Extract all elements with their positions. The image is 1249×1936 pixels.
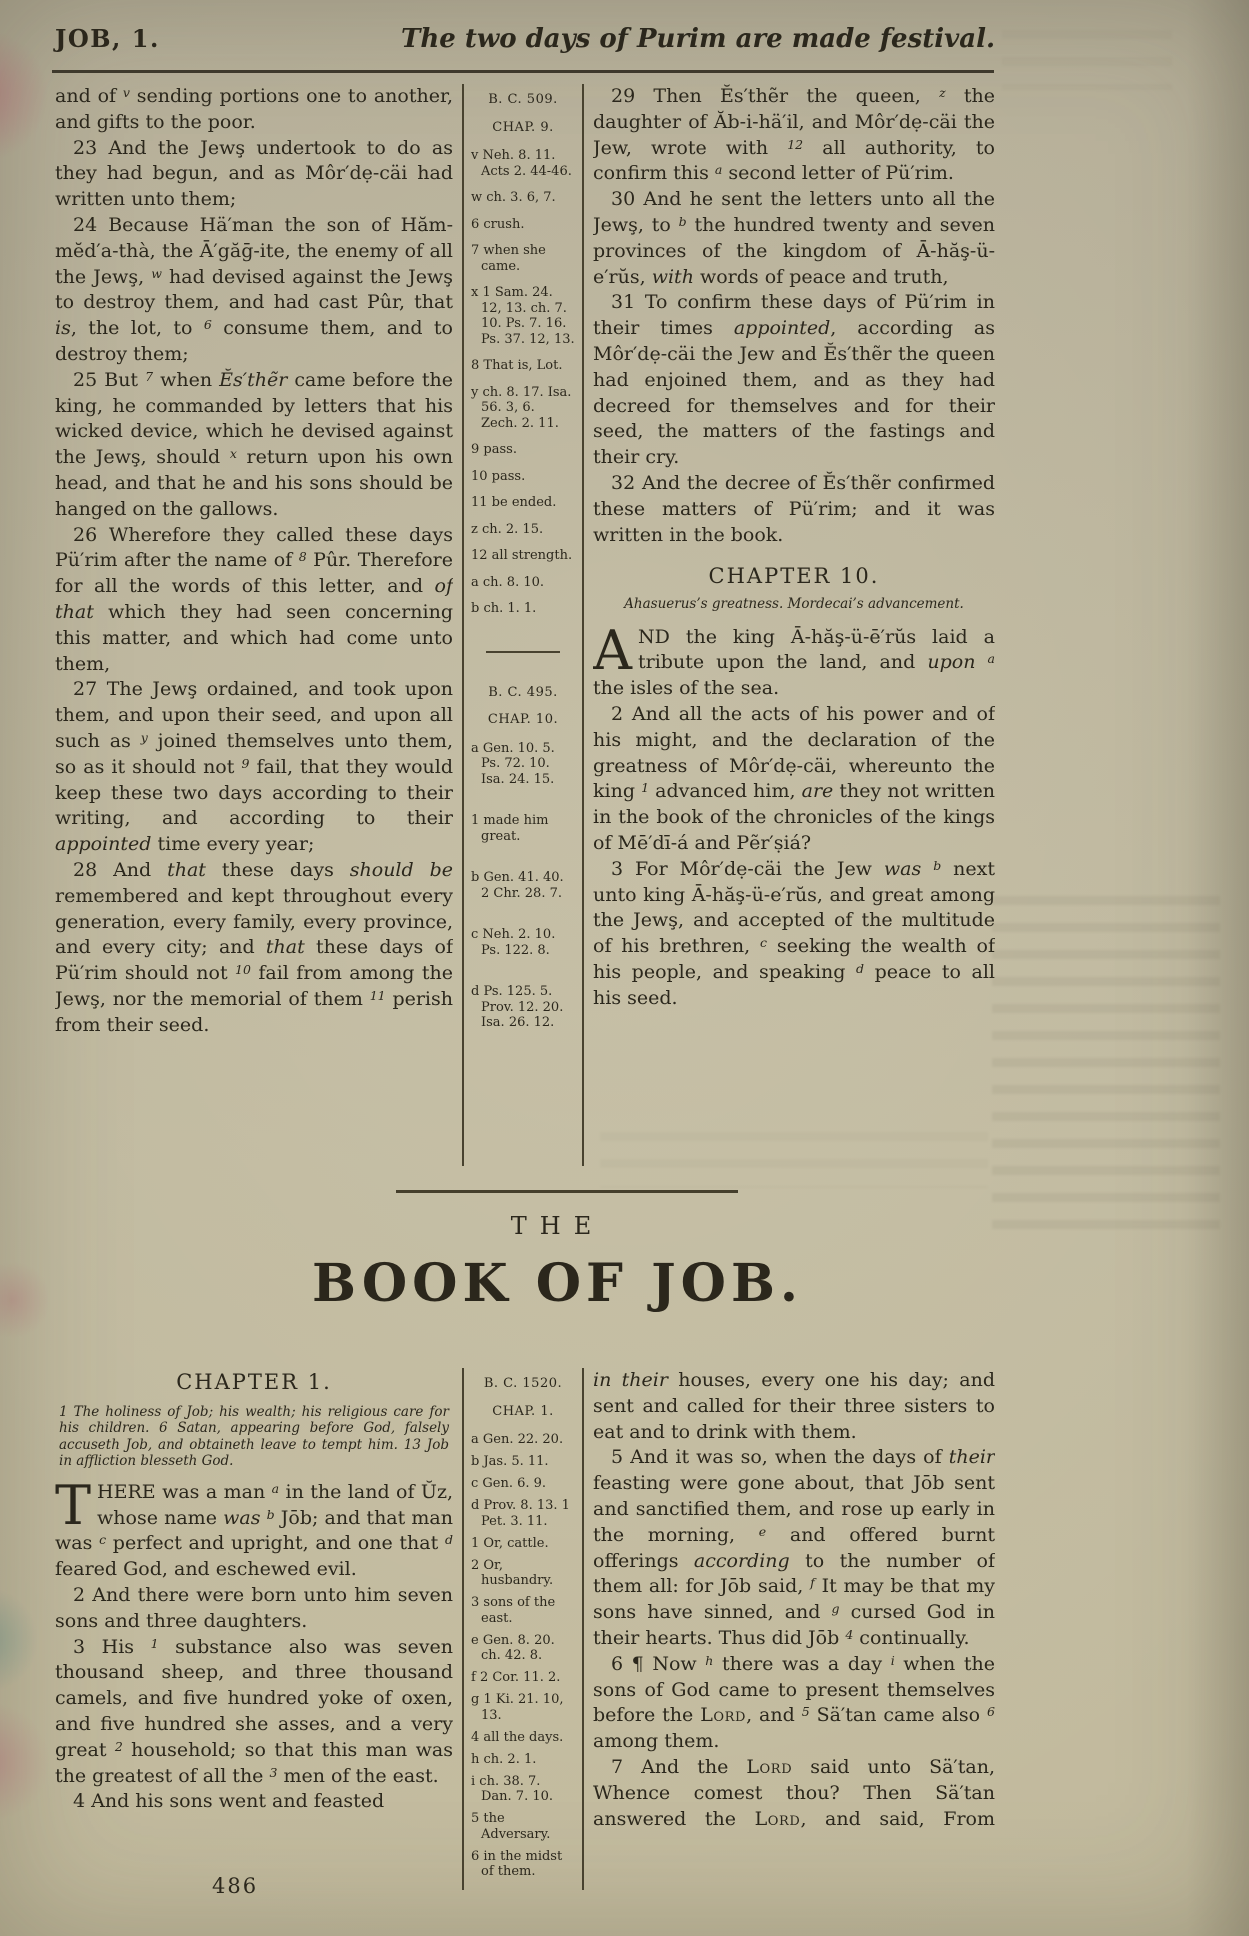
verse: [593, 1445, 995, 1651]
esther-right-verses: [593, 84, 995, 548]
verse: [593, 1368, 995, 1445]
text-segment: fail from among the Jewş, nor the memorial of them: [55, 962, 453, 1010]
chapter-10-verses: [593, 618, 995, 1012]
text-segment: the isles of the sea.: [593, 677, 780, 700]
text-segment: 24 Because Hä′man the son of Hăm-mĕd′a-thà, the Ā′găḡ-ite, the enemy of all the Jewş,: [55, 213, 453, 288]
ref-entry: g 1 Ki. 21. 10, 13.: [471, 1692, 564, 1723]
text-segment: these days of Pü′rim should not: [55, 936, 453, 985]
text-segment: h: [705, 1652, 714, 1668]
text-segment: household; so that this man was the greatest of all the: [55, 1738, 453, 1787]
text-segment: second letter of Pü′rim.: [722, 162, 954, 185]
text-segment: Lord: [754, 1807, 801, 1830]
text-segment: fail, that they would keep these two days according to their writing, and according to their: [55, 755, 453, 830]
ref-entry: c Gen. 6. 9.: [471, 1476, 547, 1491]
bleedthrough-text-artifact: [1002, 30, 1172, 90]
verse: [593, 1652, 995, 1755]
text-segment: Jōb; and that man was: [55, 1506, 453, 1555]
text-segment: which they had seen concerning this matter, and which had come unto them,: [55, 600, 453, 675]
text-segment: houses, every one his day; and sent and called for their three sisters to eat and to drink with them.: [593, 1369, 995, 1443]
verse: [593, 1755, 995, 1832]
text-segment: 23 And the Jewş undertook to do as they had begun, and as Môr′dẹ-cäi had written unto them;: [55, 136, 453, 211]
text-segment: 5 And it was so, when the days of: [611, 1446, 949, 1469]
ref-entry: 2 Or, husbandry.: [471, 1557, 554, 1588]
text-segment: 8: [298, 549, 307, 565]
text-segment: advanced him,: [649, 780, 802, 803]
text-segment: should be: [349, 858, 453, 881]
text-segment: came before the king, he commanded by letters that his wicked device, which he devised against the Jewş, should: [55, 368, 453, 469]
verse: [55, 1789, 453, 1815]
text-segment: b: [266, 1506, 275, 1522]
text-segment: A: [593, 618, 632, 682]
text-segment: Lord: [700, 1704, 747, 1727]
text-segment: 5: [801, 1704, 810, 1720]
text-segment: , and said, From: [800, 1807, 995, 1830]
refs-divider-rule: [486, 651, 561, 653]
text-segment: remembered and kept throughout every generation, every family, every province, and every city; and: [55, 884, 453, 959]
text-segment: 11: [369, 987, 386, 1003]
text-segment: the hundred twenty and seven provinces of the kingdom of Ā-hăş-ü-e′rŭs,: [593, 213, 995, 288]
text-segment: x: [229, 446, 237, 462]
text-segment: , and: [746, 1704, 802, 1727]
ref-entry: 10 pass.: [471, 468, 526, 484]
chapter-1-heading: CHAPTER 1.: [176, 1370, 332, 1394]
text-segment: 1: [641, 780, 650, 796]
text-segment: seeking the wealth of his people, and speaking: [593, 935, 995, 983]
ref-entry: b Gen. 41. 40. 2 Chr. 28. 7.: [471, 870, 564, 901]
text-segment: 7 And the: [611, 1755, 747, 1778]
ref-entry: b Jas. 5. 11.: [471, 1454, 549, 1469]
text-segment: f: [810, 1575, 815, 1591]
text-segment: 30 And he sent the letters unto all the Jewş, to: [593, 188, 995, 236]
text-segment: feared God, and eschewed evil.: [55, 1558, 357, 1581]
ref-entry: 8 That is, Lot.: [471, 358, 563, 373]
text-segment: 27 The Jewş ordained, and took upon them, and upon their seed, and upon all such as: [55, 678, 453, 752]
text-segment: 3: [269, 1764, 278, 1780]
verse: [55, 677, 453, 858]
text-segment: HERE was a man: [97, 1480, 272, 1503]
text-segment: v: [122, 85, 130, 100]
text-segment: 6: [987, 1704, 995, 1720]
text-segment: [921, 858, 933, 880]
text-segment: 26 Wherefore they called these days Pü′rim after the name of: [55, 523, 453, 572]
text-segment: cursed God in their hearts. Thus did Jōb: [593, 1601, 995, 1649]
refs-chap10: [471, 685, 575, 1031]
verse: [55, 1635, 453, 1790]
book-title: BOOK OF JOB.: [311, 1253, 804, 1314]
text-segment: c: [760, 935, 768, 951]
ref-entry: 3 sons of the east.: [471, 1595, 556, 1626]
text-segment: and offered burnt offerings: [593, 1523, 995, 1572]
ref-entry: x 1 Sam. 24. 12, 13. ch. 7. 10. Ps. 7. 16. Ps. 37. 12, 13.: [471, 285, 575, 347]
text-segment: Ĕs′thẽr: [219, 368, 288, 391]
text-segment: of that: [55, 575, 453, 623]
verse: [55, 858, 453, 1039]
text-segment: in the land of Ŭz, whose name: [97, 1480, 453, 1529]
ref-entry: 12 all strength.: [471, 548, 573, 563]
ref-entry: a ch. 8. 10.: [471, 574, 545, 590]
ref-entry: 4 all the days.: [471, 1729, 564, 1745]
text-segment: 4 And his sons went and feasted: [73, 1790, 385, 1813]
text-segment: when: [153, 368, 220, 391]
ref-entry: a Gen. 10. 5. Ps. 72. 10. Isa. 24. 15.: [471, 740, 555, 787]
text-segment: perish from their seed.: [55, 987, 453, 1036]
text-segment: joined themselves unto them, so as it should not: [55, 729, 453, 778]
text-segment: feasting were gone about, that Jōb sent and sanctified them, and rose up early in the morning,: [593, 1472, 995, 1546]
chap-label: CHAP. 10.: [487, 712, 559, 727]
running-head-book: JOB, 1.: [55, 24, 160, 53]
text-segment: c: [99, 1532, 107, 1548]
text-segment: among them.: [593, 1730, 720, 1753]
ref-entry: 5 the Adversary.: [471, 1811, 551, 1842]
text-segment: 2: [114, 1738, 123, 1754]
text-segment: there was a day: [713, 1652, 891, 1675]
text-segment: a: [271, 1480, 280, 1496]
text-segment: their: [948, 1446, 995, 1469]
reference-column-top: [462, 84, 584, 1166]
text-segment: ND the king Ā-hăş-ü-ē′rŭs laid a tribute upon the land, and: [638, 625, 995, 674]
text-segment: consume them, and to destroy them;: [55, 317, 453, 365]
verse: [593, 84, 995, 187]
text-segment: had devised against the Jewş to destroy them, and had cast Pûr, that: [55, 265, 453, 314]
text-segment: 2 And all the acts of his power and of his might, and the declaration of the greatness of Môr′dẹ-cäi, whereunto the king: [593, 703, 995, 803]
ref-entry: d Ps. 125. 5. Prov. 12. 20. Isa. 26. 12.: [471, 984, 564, 1030]
text-segment: appointed: [55, 833, 152, 856]
job-section: [55, 1368, 995, 1890]
bc-date: B. C. 509.: [488, 92, 558, 107]
refs-chap1: [471, 1376, 575, 1880]
job-left-verses: [55, 1473, 453, 1815]
text-segment: these days: [205, 858, 350, 881]
ref-entry: b ch. 1. 1.: [471, 601, 537, 616]
text-segment: , the lot, to: [70, 317, 204, 340]
text-segment: words of peace and truth,: [693, 265, 949, 288]
text-segment: b: [933, 857, 942, 873]
text-segment: in their: [593, 1369, 668, 1391]
header-rule: [52, 70, 994, 73]
ref-entry: 1 made him great.: [471, 813, 549, 844]
text-segment: are: [801, 780, 834, 803]
text-segment: a: [714, 162, 723, 178]
esther-left-column: [55, 84, 453, 1166]
text-segment: to the number of them all: for Jōb said,: [593, 1549, 995, 1598]
verse: [593, 290, 995, 471]
chap-label: CHAP. 9.: [492, 119, 554, 135]
text-segment: continually.: [853, 1626, 970, 1649]
chapter-10-heading: CHAPTER 10.: [708, 564, 880, 589]
text-segment: 32 And the decree of Ĕs′thẽr confirmed these matters of Pü′rim; and it was written in the book.: [593, 471, 995, 546]
ref-entry: 9 pass.: [471, 442, 517, 457]
text-segment: when the sons of God came to present themselves before the: [593, 1652, 995, 1727]
text-segment: 28 And: [73, 858, 168, 881]
text-segment: 6: [203, 317, 212, 333]
text-segment: 10: [235, 962, 251, 978]
ref-entry: c Neh. 2. 10. Ps. 122. 8.: [471, 927, 556, 958]
verse: [593, 187, 995, 290]
running-head-summary: The two days of Purim are made festival.: [400, 24, 995, 54]
text-segment: 3 For Môr′dẹ-cäi the Jew: [611, 857, 884, 880]
bleedthrough-text-artifact: [992, 896, 1220, 1241]
book-title-the: THE: [510, 1212, 605, 1240]
ref-entry: h ch. 2. 1.: [471, 1751, 537, 1767]
text-segment: d: [444, 1532, 453, 1548]
esther-section: [55, 84, 995, 1166]
verse: [55, 1583, 453, 1635]
text-segment: T: [55, 1473, 92, 1537]
text-segment: they not written in the book of the chronicles of the kings of Mē′dī-á and Pẽr′ṣiá?: [593, 780, 995, 855]
verse: [593, 702, 995, 857]
book-title-block: [55, 1212, 1060, 1314]
text-segment: was: [883, 857, 922, 880]
refs-chap9: [471, 92, 575, 617]
text-segment: Sä′tan came also: [809, 1704, 988, 1727]
ref-entry: w ch. 3. 6, 7.: [471, 190, 556, 205]
ref-entry: a Gen. 22. 20.: [471, 1432, 564, 1447]
bc-date: B. C. 495.: [488, 684, 558, 700]
ref-entry-list: [471, 148, 575, 617]
text-segment: perfect and upright, and one that: [106, 1532, 445, 1555]
text-segment: d: [856, 961, 865, 976]
text-segment: Pûr. Therefore for all the words of this letter, and: [55, 549, 453, 598]
ref-entry: 11 be ended.: [471, 495, 557, 510]
text-segment: i: [890, 1652, 895, 1668]
verse: [55, 368, 453, 523]
text-segment: with: [651, 265, 694, 288]
text-segment: according: [693, 1549, 790, 1572]
text-segment: Lord: [746, 1755, 793, 1778]
ref-entry: d Prov. 8. 13. 1 Pet. 3. 11.: [471, 1498, 570, 1529]
verse: [593, 857, 995, 1012]
text-segment: y: [140, 729, 148, 745]
text-segment: 12: [787, 136, 804, 152]
text-segment: e: [758, 1523, 767, 1539]
ref-entry: 7 when she came.: [471, 243, 546, 274]
text-segment: , according as Môr′dẹ-cäi the Jew and Ĕs′thẽr the queen had enjoined them, and as they had decreed for themselves and for their seed, the matters of the fastings and their cry.: [593, 317, 995, 469]
text-segment: was: [223, 1506, 261, 1529]
ref-entry: y ch. 8. 17. Isa. 56. 3, 6. Zech. 2. 11.: [471, 384, 572, 431]
ref-entry-list: [471, 1432, 575, 1880]
text-segment: sending portions one to another, and gifts to the poor.: [55, 85, 453, 133]
text-segment: that: [265, 936, 305, 959]
ref-entry: i ch. 38. 7. Dan. 7. 10.: [471, 1773, 554, 1804]
text-segment: substance also was seven thousand sheep, and three thousand camels, and five hundred yoke of oxen, and five hundred she asses, and a very great: [55, 1635, 453, 1761]
text-segment: 1: [150, 1635, 159, 1651]
text-segment: b: [678, 213, 687, 229]
text-segment: 7: [145, 368, 154, 384]
text-segment: 2 And there were born unto him seven sons and three daughters.: [55, 1583, 453, 1632]
ref-entry: 6 crush.: [471, 216, 525, 232]
text-segment: w: [151, 265, 162, 281]
job-right-column: [593, 1368, 995, 1890]
verse: [55, 136, 453, 213]
verse: [55, 523, 453, 678]
chap-label: CHAP. 1.: [492, 1403, 554, 1419]
verse: [593, 471, 995, 548]
ref-entry: 6 in the midst of them.: [471, 1848, 563, 1879]
ref-entry: 1 Or, cattle.: [471, 1535, 549, 1551]
reference-column-bottom: [462, 1368, 584, 1890]
esther-right-column: [593, 84, 995, 1166]
text-segment: the daughter of Ăb-i-hä′il, and Môr′dẹ-cäi the Jew, wrote with: [593, 85, 995, 159]
ref-entry: f 2 Cor. 11. 2.: [471, 1670, 561, 1685]
text-segment: It may be that my sons have sinned, and: [593, 1575, 995, 1624]
chapter-10-summary: Ahasuerus’s greatness. Mordecai’s advancement.: [624, 596, 964, 613]
verse: [55, 213, 453, 368]
text-segment: return upon his own head, and that he and his sons should be hanged on the gallows.: [55, 446, 453, 520]
verse: [55, 84, 453, 136]
text-segment: said unto Sä′tan, Whence comest thou? Then Sä′tan answered the: [593, 1755, 995, 1830]
text-segment: 4: [845, 1626, 854, 1642]
chapter-1-summary: 1 The holiness of Job; his wealth; his religious care for his children. 6 Satan, appearing before God, falsely accuseth Job, and obtaineth leave to tempt him. 13 Job in affliction blesseth God.: [59, 1403, 449, 1470]
text-segment: time every year;: [151, 833, 315, 856]
bc-date: B. C. 1520.: [483, 1376, 563, 1391]
text-segment: is: [55, 317, 71, 340]
text-segment: 9: [241, 755, 250, 771]
text-segment: men of the east.: [277, 1764, 439, 1787]
text-segment: and of: [55, 85, 123, 107]
text-segment: all authority, to confirm this: [593, 136, 995, 185]
verse: [55, 1473, 453, 1583]
running-header: [55, 24, 995, 54]
ref-entry: e Gen. 8. 20. ch. 42. 8.: [471, 1632, 555, 1663]
verse: [593, 618, 995, 702]
text-segment: g: [831, 1601, 840, 1617]
text-segment: a: [987, 651, 995, 667]
book-divider-rule: [396, 1190, 738, 1193]
ref-entry: v Neh. 8. 11. Acts 2. 44-46.: [471, 148, 572, 179]
text-segment: upon: [927, 651, 976, 674]
text-segment: appointed: [733, 317, 831, 340]
page-number: 486: [212, 1874, 259, 1898]
text-segment: 29 Then Ĕs′thẽr the queen,: [611, 85, 940, 107]
text-segment: next unto king Ā-hăş-ü-e′rŭs, and great among the Jewş, and accepted of the multitude of his brethren,: [593, 857, 995, 958]
text-segment: 25 But: [73, 368, 146, 391]
text-segment: [975, 651, 987, 673]
text-segment: that: [167, 858, 206, 881]
ref-entry: z ch. 2. 15.: [471, 521, 544, 537]
job-left-column: [55, 1368, 453, 1890]
ref-entry-list: [471, 741, 575, 1031]
text-segment: peace to all his seed.: [593, 961, 995, 1009]
text-segment: 6 ¶ Now: [611, 1652, 706, 1675]
text-segment: 3 His: [73, 1635, 151, 1658]
text-segment: 31 To confirm these days of Pü′rim in their times: [593, 291, 995, 340]
text-segment: z: [939, 85, 946, 100]
